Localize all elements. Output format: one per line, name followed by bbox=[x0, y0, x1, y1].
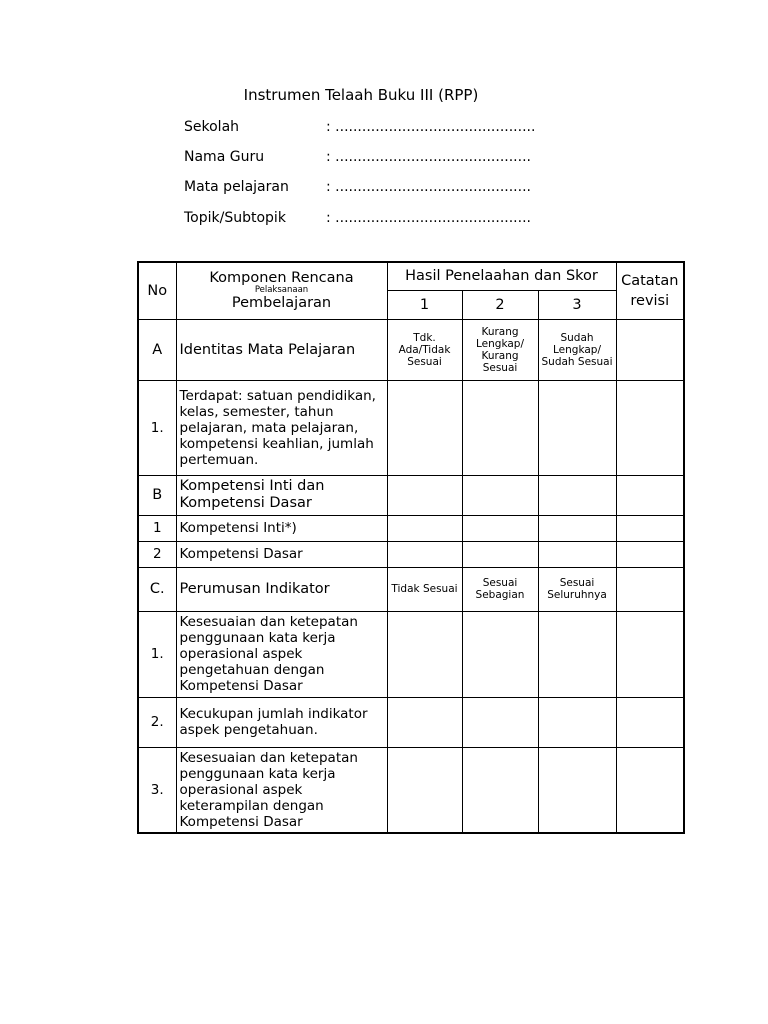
section-row-b bbox=[138, 475, 684, 515]
score-label-3: Sesuai Seluruhnya bbox=[538, 567, 616, 611]
score-cell-3 bbox=[538, 697, 616, 747]
item-text: Kompetensi Inti*) bbox=[176, 515, 387, 541]
score-cell-3 bbox=[538, 380, 616, 475]
score-cell-2 bbox=[462, 541, 538, 567]
field-label: Nama Guru bbox=[184, 149, 265, 165]
field-value: : ............................................ bbox=[326, 179, 531, 195]
item-row bbox=[138, 515, 684, 541]
catatan-cell bbox=[616, 380, 684, 475]
score-cell-1 bbox=[387, 697, 462, 747]
score-cell-2 bbox=[462, 747, 538, 833]
item-text: Kompetensi Dasar bbox=[176, 541, 387, 567]
header-komponen-bottom: Pembelajaran bbox=[231, 295, 332, 312]
score-label-1: Tidak Sesuai bbox=[387, 567, 462, 611]
score-cell-1 bbox=[387, 611, 462, 697]
score-cell-1 bbox=[387, 541, 462, 567]
item-no: 1 bbox=[138, 515, 176, 541]
catatan-cell bbox=[616, 319, 684, 380]
score-cell-2 bbox=[462, 611, 538, 697]
item-no: 2. bbox=[138, 697, 176, 747]
item-no: 2 bbox=[138, 541, 176, 567]
field-value: : ............................................. bbox=[326, 119, 536, 135]
item-row bbox=[138, 611, 684, 697]
field-value: : ............................................ bbox=[326, 210, 531, 226]
section-no: A bbox=[138, 319, 176, 380]
score-cell-3 bbox=[538, 515, 616, 541]
item-row bbox=[138, 697, 684, 747]
item-text: Kesesuaian dan ketepatan penggunaan kata kerja operasional aspek keterampilan dengan Kompetensi Dasar bbox=[176, 747, 387, 833]
score-cell-3 bbox=[538, 475, 616, 515]
score-label-2: Sesuai Sebagian bbox=[462, 567, 538, 611]
score-label-2: Kurang Lengkap/ Kurang Sesuai bbox=[462, 319, 538, 380]
header-score-3: 3 bbox=[538, 290, 616, 319]
section-row-c bbox=[138, 567, 684, 611]
catatan-cell bbox=[616, 541, 684, 567]
score-cell-1 bbox=[387, 380, 462, 475]
review-table bbox=[137, 261, 685, 834]
score-cell-2 bbox=[462, 380, 538, 475]
field-label: Sekolah bbox=[184, 119, 240, 135]
field-value: : ............................................ bbox=[326, 149, 531, 165]
document-title: Instrumen Telaah Buku III (RPP) bbox=[243, 86, 479, 104]
header-komponen-top: Komponen Rencana bbox=[209, 270, 354, 287]
score-cell-3 bbox=[538, 611, 616, 697]
header-catatan: Catatan revisi bbox=[616, 262, 684, 319]
score-cell-1 bbox=[387, 475, 462, 515]
item-row bbox=[138, 380, 684, 475]
catatan-cell bbox=[616, 567, 684, 611]
score-cell-3 bbox=[538, 541, 616, 567]
item-row bbox=[138, 747, 684, 833]
section-no: B bbox=[138, 475, 176, 515]
section-no: C. bbox=[138, 567, 176, 611]
item-no: 3. bbox=[138, 747, 176, 833]
item-no: 1. bbox=[138, 380, 176, 475]
catatan-cell bbox=[616, 697, 684, 747]
header-komponen-small: Pelaksanaan bbox=[254, 285, 309, 296]
score-cell-2 bbox=[462, 475, 538, 515]
score-cell-2 bbox=[462, 515, 538, 541]
catatan-cell bbox=[616, 475, 684, 515]
section-label: Perumusan Indikator bbox=[176, 567, 387, 611]
catatan-cell bbox=[616, 515, 684, 541]
section-row-a bbox=[138, 319, 684, 380]
field-label: Mata pelajaran bbox=[184, 179, 289, 195]
header-score-1: 1 bbox=[387, 290, 462, 319]
header-score-2: 2 bbox=[462, 290, 538, 319]
header-hasil: Hasil Penelaahan dan Skor bbox=[387, 262, 616, 290]
catatan-cell bbox=[616, 747, 684, 833]
item-row bbox=[138, 541, 684, 567]
item-no: 1. bbox=[138, 611, 176, 697]
score-label-3: Sudah Lengkap/ Sudah Sesuai bbox=[538, 319, 616, 380]
section-label: Kompetensi Inti dan Kompetensi Dasar bbox=[176, 475, 387, 515]
score-label-1: Tdk. Ada/Tidak Sesuai bbox=[387, 319, 462, 380]
field-label: Topik/Subtopik bbox=[184, 210, 286, 226]
section-label: Identitas Mata Pelajaran bbox=[176, 319, 387, 380]
score-cell-1 bbox=[387, 747, 462, 833]
header-komponen bbox=[176, 262, 387, 319]
catatan-cell bbox=[616, 611, 684, 697]
score-cell-1 bbox=[387, 515, 462, 541]
score-cell-2 bbox=[462, 697, 538, 747]
item-text: Kecukupan jumlah indikator aspek pengetahuan. bbox=[176, 697, 387, 747]
score-cell-3 bbox=[538, 747, 616, 833]
header-row bbox=[138, 262, 684, 290]
item-text: Terdapat: satuan pendidikan, kelas, semester, tahun pelajaran, mata pelajaran, kompetensi keahlian, jumlah pertemuan. bbox=[176, 380, 387, 475]
item-text: Kesesuaian dan ketepatan penggunaan kata kerja operasional aspek pengetahuan dengan Kompetensi Dasar bbox=[176, 611, 387, 697]
header-no: No bbox=[138, 262, 176, 319]
